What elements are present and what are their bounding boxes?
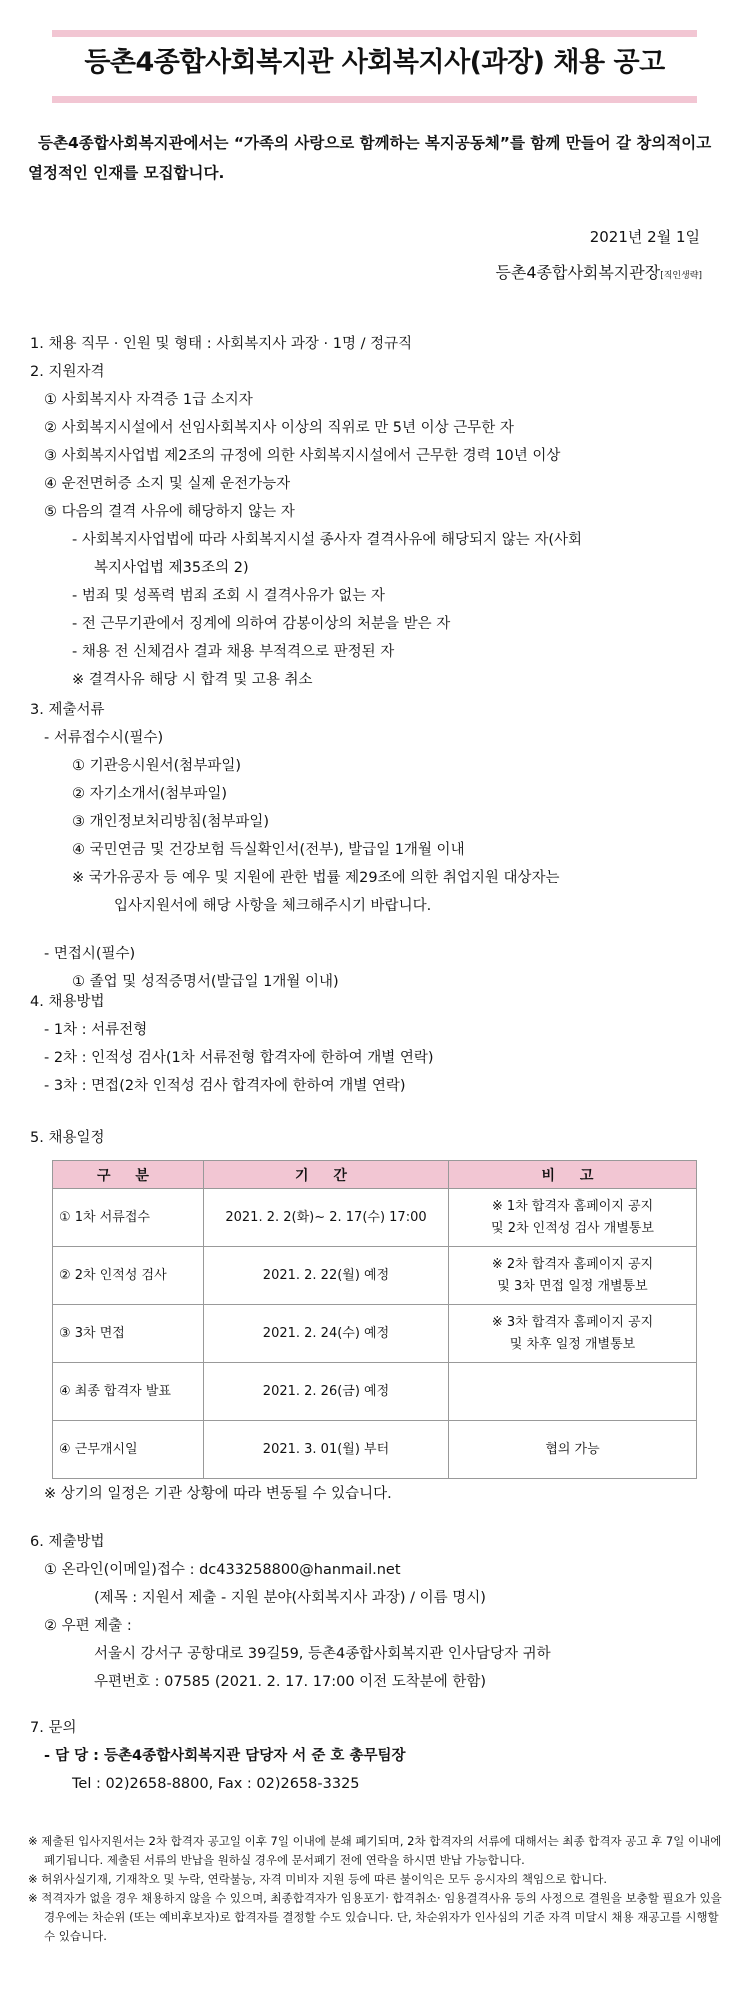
note-cell <box>449 1189 697 1247</box>
title-underline <box>52 96 697 103</box>
table-row <box>53 1189 697 1247</box>
period-cell: 2021. 2. 2(화)~ 2. 17(수) 17:00 <box>204 1189 449 1247</box>
section-1-2 <box>30 330 582 694</box>
note-line: 및 차후 일정 개별통보 <box>509 1336 636 1352</box>
page-title: 등촌4종합사회복지관 사회복지사(과장) 채용 공고 <box>84 47 665 78</box>
qual-item: ④ 운전면허증 소지 및 실제 운전가능자 <box>44 476 291 492</box>
qual-item: ③ 사회복지사업법 제2조의 규정에 의한 사회복지시설에서 근무한 경력 10년 이상 <box>44 448 561 464</box>
section-6-heading: 6. 제출방법 <box>30 1534 105 1550</box>
disqual-item: - 범죄 및 성폭력 범죄 조회 시 결격사유가 없는 자 <box>72 588 385 604</box>
docs-heading: - 서류접수시(필수) <box>44 730 164 746</box>
interview-item: ① 졸업 및 성적증명서(발급일 1개월 이내) <box>72 974 339 990</box>
doc-note-cont: 입사지원서에 해당 사항을 체크해주시기 바랍니다. <box>114 898 432 914</box>
note-line: 및 2차 인적성 검사 개별통보 <box>491 1220 654 1236</box>
section-6 <box>30 1528 551 1696</box>
contact-person: - 담 당 : 등촌4종합사회복지관 담당자 서 준 호 총무팀장 <box>44 1748 406 1764</box>
section-3 <box>30 696 560 996</box>
schedule-note-wrap <box>30 1480 392 1508</box>
stage-cell: ① 1차 서류접수 <box>53 1189 204 1247</box>
intro-sentence: 등촌4종합사회복지관에서는 “가족의 사랑으로 함께하는 복지공동체”를 함께 만들어 갈 창의적이고 열정적인 인재를 모집합니다. <box>28 134 712 182</box>
mail-address: 서울시 강서구 공항대로 39길59, 등촌4종합사회복지관 인사담당자 귀하 <box>94 1646 551 1662</box>
doc-item: ④ 국민연금 및 건강보험 득실확인서(전부), 발급일 1개월 이내 <box>72 842 465 858</box>
disqual-item: - 사회복지사업법에 따라 사회복지시설 종사자 결격사유에 해당되지 않는 자(사회 <box>72 532 582 548</box>
qual-item: ⑤ 다음의 결격 사유에 해당하지 않는 자 <box>44 504 295 520</box>
stage-cell: ③ 3차 면접 <box>53 1305 204 1363</box>
interview-heading: - 면접시(필수) <box>44 946 136 962</box>
disqual-item: - 채용 전 신체검사 결과 채용 부적격으로 판정된 자 <box>72 644 395 660</box>
table-row <box>53 1421 697 1479</box>
period-cell: 2021. 3. 01(월) 부터 <box>204 1421 449 1479</box>
table-header: 구 분 <box>53 1161 204 1189</box>
disqual-item: - 전 근무기관에서 징계에 의하여 감봉이상의 처분을 받은 자 <box>72 616 451 632</box>
stage-cell: ④ 최종 합격자 발표 <box>53 1363 204 1421</box>
qual-item: ② 사회복지시설에서 선임사회복지사 이상의 직위로 만 5년 이상 근무한 자 <box>44 420 514 436</box>
note-line: ※ 2차 합격자 홈페이지 공지 <box>491 1256 654 1272</box>
disqual-note: ※ 결격사유 해당 시 합격 및 고용 취소 <box>72 672 313 688</box>
disqual-item-cont: 복지사업법 제35조의 2) <box>94 560 249 576</box>
period-cell: 2021. 2. 22(월) 예정 <box>204 1247 449 1305</box>
note-cell <box>449 1247 697 1305</box>
table-header: 비 고 <box>449 1161 697 1189</box>
note-cell <box>449 1305 697 1363</box>
footnote: ※ 제출된 입사지원서는 2차 합격자 공고일 이후 7일 이내에 분쇄 폐기되며, 2차 합격자의 서류에 대해서는 최종 합격자 공고 후 7일 이내에 폐기됩니다. 제출된 서류의 반납을 원하실 경우에 문서폐기 전에 연락을 하시면 반납 가능합니다. <box>28 1834 722 1867</box>
mail-zip: 우편번호 : 07585 (2021. 2. 17. 17:00 이전 도착분에 한함) <box>94 1674 487 1690</box>
mail-submit: ② 우편 제출 : <box>44 1618 132 1634</box>
contact-phone: Tel : 02)2658-8800, Fax : 02)2658-3325 <box>72 1776 360 1792</box>
seal-note: [직인생략] <box>660 271 702 281</box>
section-2-heading: 2. 지원자격 <box>30 364 105 380</box>
organization-signature <box>495 260 702 283</box>
table-header: 기 간 <box>204 1161 449 1189</box>
section-5-heading-wrap <box>30 1124 104 1152</box>
section-5-heading: 5. 채용일정 <box>30 1130 105 1146</box>
note-line: ※ 3차 합격자 홈페이지 공지 <box>491 1314 654 1330</box>
qual-item: ① 사회복지사 자격증 1급 소지자 <box>44 392 253 408</box>
section-4 <box>30 988 434 1100</box>
section-7 <box>30 1714 405 1798</box>
spacer <box>30 920 560 940</box>
table-row <box>53 1247 697 1305</box>
note-line: ※ 1차 합격자 홈페이지 공지 <box>491 1198 654 1214</box>
online-submit: ① 온라인(이메일)접수 : dc433258800@hanmail.net <box>44 1562 401 1578</box>
online-submit-detail: (제목 : 지원서 제출 - 지원 분야(사회복지사 과장) / 이름 명시) <box>94 1590 486 1606</box>
announcement-date: 2021년 2월 1일 <box>589 228 700 246</box>
section-7-heading: 7. 문의 <box>30 1720 77 1736</box>
footnote: ※ 적격자가 없을 경우 채용하지 않을 수 있으며, 최종합격자가 임용포기· 합격취소· 임용결격사유 등의 사정으로 결원을 보충할 필요가 있을 경우에는 차순위 (또는 예비후보자)로 합격자를 결정할 수도 있습니다. 단, 차순위자가 인사심의 기준 자격 미달시 채용 재공고를 시행할 수 있습니다. <box>28 1891 722 1943</box>
table-row <box>53 1305 697 1363</box>
note-line: 및 3차 면접 일정 개별통보 <box>497 1278 648 1294</box>
section-4-heading: 4. 채용방법 <box>30 994 105 1010</box>
footnotes <box>28 1832 722 1946</box>
top-rule <box>52 30 697 37</box>
note-cell: 협의 가능 <box>449 1421 697 1479</box>
intro-text <box>28 128 718 188</box>
organization-name: 등촌4종합사회복지관장 <box>495 263 661 282</box>
note-cell <box>449 1363 697 1421</box>
stage-cell: ④ 근무개시일 <box>53 1421 204 1479</box>
period-cell: 2021. 2. 26(금) 예정 <box>204 1363 449 1421</box>
schedule-table <box>52 1160 697 1479</box>
doc-item: ① 기관응시원서(첨부파일) <box>72 758 241 774</box>
method-item: - 1차 : 서류전형 <box>44 1022 148 1038</box>
section-3-heading: 3. 제출서류 <box>30 702 105 718</box>
doc-item: ③ 개인정보처리방침(첨부파일) <box>72 814 270 830</box>
table-row <box>53 1363 697 1421</box>
doc-item: ② 자기소개서(첨부파일) <box>72 786 227 802</box>
stage-cell: ② 2차 인적성 검사 <box>53 1247 204 1305</box>
method-item: - 2차 : 인적성 검사(1차 서류전형 합격자에 한하여 개별 연락) <box>44 1050 434 1066</box>
footnote: ※ 허위사실기재, 기재착오 및 누락, 연락불능, 자격 미비자 지원 등에 따른 불이익은 모두 응시자의 책임으로 합니다. <box>28 1872 607 1886</box>
method-item: - 3차 : 면접(2차 인적성 검사 합격자에 한하여 개별 연락) <box>44 1078 406 1094</box>
section-1-line: 1. 채용 직무 · 인원 및 형태 : 사회복지사 과장 · 1명 / 정규직 <box>30 336 413 352</box>
doc-note: ※ 국가유공자 등 예우 및 지원에 관한 법률 제29조에 의한 취업지원 대상자는 <box>72 870 560 886</box>
period-cell: 2021. 2. 24(수) 예정 <box>204 1305 449 1363</box>
schedule-note: ※ 상기의 일정은 기관 상황에 따라 변동될 수 있습니다. <box>44 1486 392 1502</box>
